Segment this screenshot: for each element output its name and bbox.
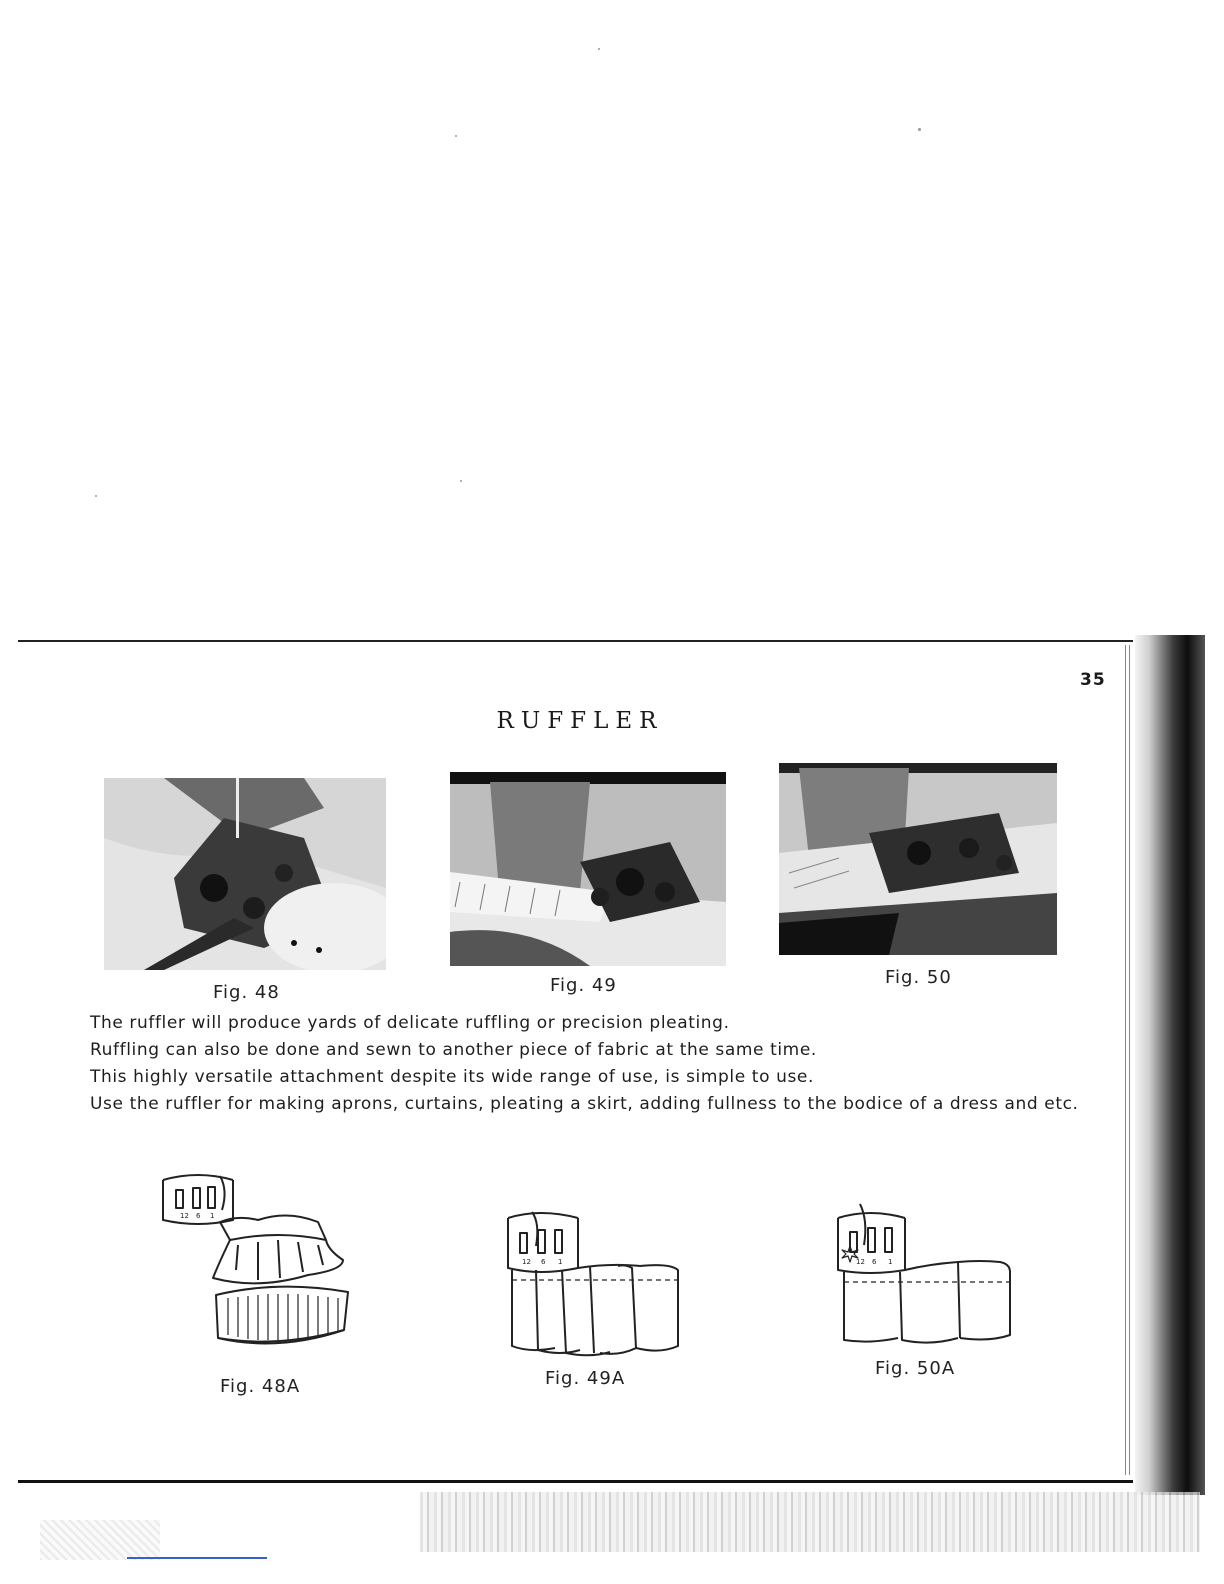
dial-mark: 12 (180, 1212, 189, 1220)
fig-49a-caption: Fig. 49A (545, 1368, 626, 1389)
fig-49a-drawing (500, 1208, 690, 1368)
fig-50a-drawing (830, 1200, 1020, 1350)
dial-mark: 1 (210, 1212, 215, 1220)
fig-50-photo (779, 763, 1057, 955)
scan-speck (460, 480, 462, 482)
body-line: This highly versatile attachment despite its wide range of use, is simple to use. (90, 1067, 814, 1087)
body-text (90, 1010, 1130, 1118)
scan-speck (598, 48, 600, 50)
scan-noise-bottom (420, 1492, 1200, 1552)
fig-50a-caption: Fig. 50A (875, 1358, 956, 1379)
scan-speck (455, 135, 457, 137)
scan-speck (95, 495, 97, 497)
fig-49-photo (450, 772, 726, 966)
scan-noise-bottom-left (40, 1520, 160, 1560)
body-line: Ruffling can also be done and sewn to another piece of fabric at the same time. (90, 1040, 817, 1060)
page-title: RUFFLER (496, 708, 664, 734)
dial-mark: 6 (196, 1212, 201, 1220)
fig-48-caption: Fig. 48 (213, 982, 280, 1003)
dial-mark: 12 (522, 1258, 531, 1266)
dial-mark: 6 (872, 1258, 877, 1266)
book-binding-shadow (1135, 635, 1205, 1495)
dial-mark: 1 (558, 1258, 563, 1266)
fig-48-photo (104, 778, 386, 970)
dial-mark: 1 (888, 1258, 893, 1266)
fig-50-caption: Fig. 50 (885, 967, 952, 988)
body-line: Use the ruffler for making aprons, curtains, pleating a skirt, adding fullness to the bodice of a dress and etc. (90, 1094, 1079, 1114)
body-line: The ruffler will produce yards of delicate ruffling or precision pleating. (90, 1013, 730, 1033)
scan-speck (918, 128, 921, 131)
fig-49-caption: Fig. 49 (550, 975, 617, 996)
dial-mark: 6 (541, 1258, 546, 1266)
dial-mark: 12 (856, 1258, 865, 1266)
page-number: 35 (1080, 670, 1106, 690)
fig-48a-drawing (158, 1170, 358, 1370)
fig-48a-caption: Fig. 48A (220, 1376, 301, 1397)
scan-blue-mark (127, 1557, 267, 1559)
